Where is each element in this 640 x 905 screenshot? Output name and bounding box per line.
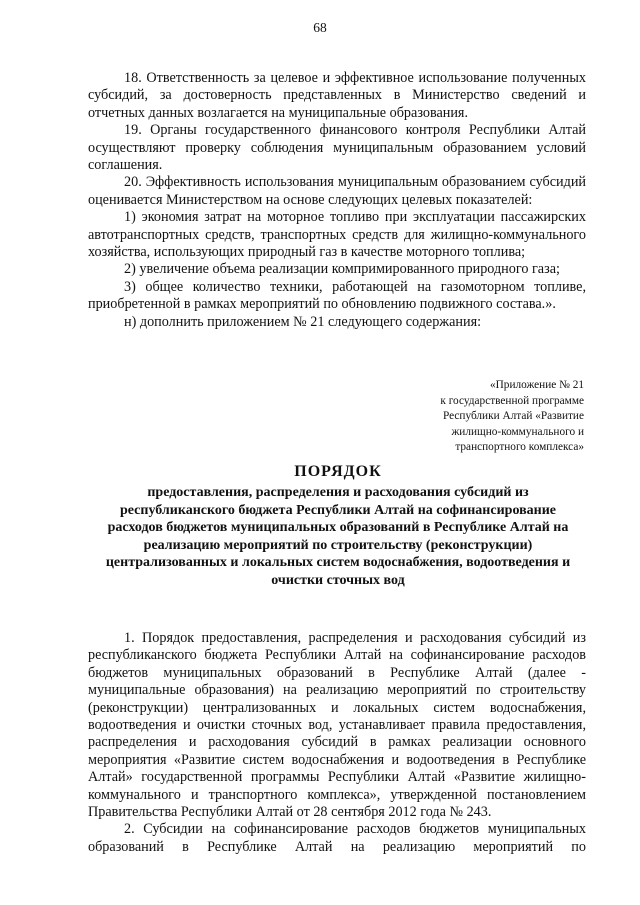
heading-title: ПОРЯДОК: [294, 463, 382, 480]
heading-subtitle: [88, 484, 588, 590]
heading-line-5: централизованных и локальных систем водоснабжения, водоотведения и: [105, 555, 571, 571]
appendix-reference: [384, 378, 584, 456]
heading-line-6: очистки сточных вод: [271, 572, 405, 588]
appendix-line-3: Республики Алтай «Развитие: [442, 410, 584, 422]
procedure-paragraph-2: 2. Субсидии на софинансирование расходов бюджетов муниципальных образований в Республике Алтай на реализацию мероприятий по: [88, 821, 586, 855]
bottom-text-block: [88, 630, 586, 856]
indicator-3: 3) общее количество техники, работающей на газомоторном топливе, приобретенной в рамках мероприятий по обновлению подвижного состава.».: [88, 278, 586, 313]
paragraph-18: 18. Ответственность за целевое и эффективное использование полученных субсидий, за достоверность представленных в Министерство сведений и отчетных данных возлагается на муниципальные образования.: [88, 70, 586, 121]
procedure-paragraph-1: 1. Порядок предоставления, распределения и расходования субсидий из республиканского бюджета Республики Алтай на софинансирование расходов бюджетов муниципальных образований в Республике Алтай (далее - муниципальные образования) на реализацию мероприятий по строительству (реконструкции) централизованных и локальных систем водоснабжения, водоотведения и очистки сточных вод, устанавливает правила предоставления, распределения и расходования субсидий в рамках реализации основного мероприятия «Развитие систем водоснабжения и водоотведения в Республике Алтай» государственной программы Республики Алтай «Развитие жилищно-коммунального и транспортного комплекса», утвержденной постановлением Правительства Республики Алтай от 28 сентября 2012 года № 243.: [88, 630, 586, 821]
paragraph-20: 20. Эффективность использования муниципальным образованием субсидий оценивается Министерством на основе следующих целевых показателей:: [88, 174, 586, 208]
heading-line-2: республиканского бюджета Республики Алтай на софинансирование: [120, 502, 556, 518]
procedure-heading: [88, 463, 588, 590]
heading-line-3: расходов бюджетов муниципальных образований в Республике Алтай на: [107, 520, 569, 536]
page-number: 68: [313, 20, 327, 35]
amendment-n: н) дополнить приложением № 21 следующего содержания:: [124, 313, 482, 330]
appendix-line-4: жилищно-коммунального и: [451, 425, 584, 438]
appendix-line-2: к государственной программе: [440, 394, 584, 407]
indicator-2: 2) увеличение объема реализации компримированного природного газа;: [124, 261, 560, 278]
appendix-line-5: транспортного комплекса»: [455, 441, 584, 453]
indicator-1: 1) экономия затрат на моторное топливо при эксплуатации пассажирских автотранспортных средств, транспортных средств для жилищно-коммунального хозяйства, использующих природный газ в качестве моторного топлива;: [88, 209, 586, 261]
appendix-line-1: «Приложение № 21: [489, 379, 584, 391]
top-text-block: [88, 70, 586, 331]
heading-line-1: предоставления, распределения и расходования субсидий из: [147, 485, 529, 500]
heading-line-4: реализацию мероприятий по строительству (реконструкции): [143, 537, 533, 553]
paragraph-19: 19. Органы государственного финансового контроля Республики Алтай осуществляют проверку соблюдения муниципальным образованием условий соглашения.: [88, 122, 586, 174]
